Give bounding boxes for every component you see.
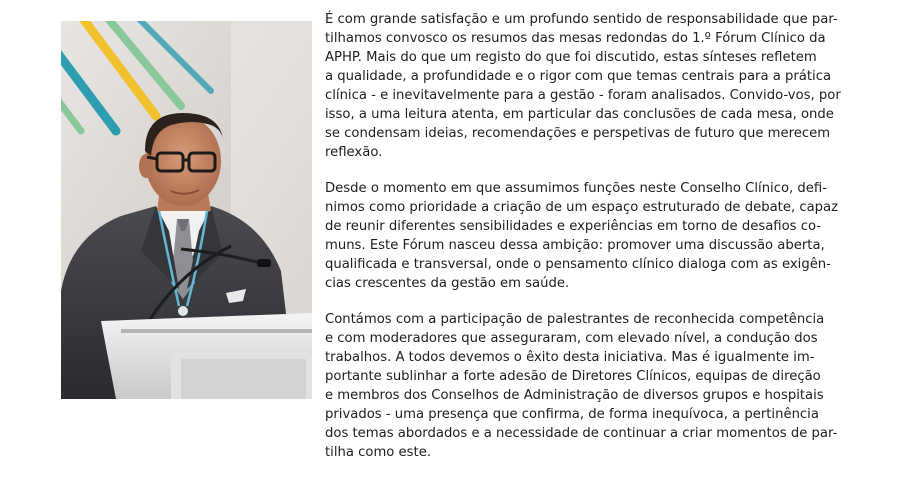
text-line: dos temas abordados e a necessidade de continuar a criar momentos de par- bbox=[325, 426, 838, 441]
text-line: reflexão. bbox=[325, 145, 383, 160]
text-line: Contámos com a participação de palestrantes de reconhecida competência bbox=[325, 312, 825, 327]
text-line: muns. Este Fórum nasceu dessa ambição: promover uma discussão aberta, bbox=[325, 238, 825, 253]
text-line: É com grande satisfação e um profundo sentido de responsabilidade que par- bbox=[325, 12, 838, 27]
speaker-portrait-photo bbox=[61, 21, 312, 399]
paragraph-2 bbox=[325, 179, 837, 293]
text-line: e com moderadores que asseguraram, com elevado nível, a condução dos bbox=[325, 331, 818, 346]
text-line: isso, a uma leitura atenta, em particular das conclusões de cada mesa, onde bbox=[325, 107, 834, 122]
text-line: nimos como prioridade a criação de um espaço estruturado de debate, capaz bbox=[325, 200, 839, 215]
text-line: portante sublinhar a forte adesão de Diretores Clínicos, equipas de direção bbox=[325, 369, 821, 384]
speaker-photo bbox=[61, 21, 312, 399]
text-line: tilha como este. bbox=[325, 445, 432, 460]
text-line: clínica - e inevitavelmente para a gestão - foram analisados. Convido-vos, por bbox=[325, 88, 841, 103]
text-line: e membros dos Conselhos de Administração de diversos grupos e hospitais bbox=[325, 388, 824, 403]
article-body bbox=[325, 10, 841, 479]
paragraph-1 bbox=[325, 10, 841, 162]
text-line: privados - uma presença que confirma, de forma inequívoca, a pertinência bbox=[325, 407, 819, 422]
text-line: Desde o momento em que assumimos funções neste Conselho Clínico, defi- bbox=[325, 181, 827, 196]
text-line: trabalhos. A todos devemos o êxito desta iniciativa. Mas é igualmente im- bbox=[325, 350, 815, 365]
paragraph-3 bbox=[325, 310, 837, 462]
text-line: qualificada e transversal, onde o pensamento clínico dialoga com as exigên- bbox=[325, 257, 831, 272]
text-line: de reunir diferentes sensibilidades e experiências em torno de desafios co- bbox=[325, 219, 822, 234]
text-line: a qualidade, a profundidade e o rigor com que temas centrais para a prática bbox=[325, 69, 832, 84]
text-line: tilhamos convosco os resumos das mesas redondas do 1.º Fórum Clínico da bbox=[325, 31, 826, 46]
text-line: APHP. Mais do que um registo do que foi discutido, estas sínteses refletem bbox=[325, 50, 817, 65]
text-line: se condensam ideias, recomendações e perspetivas de futuro que merecem bbox=[325, 126, 831, 141]
text-line: cias crescentes da gestão em saúde. bbox=[325, 276, 570, 291]
